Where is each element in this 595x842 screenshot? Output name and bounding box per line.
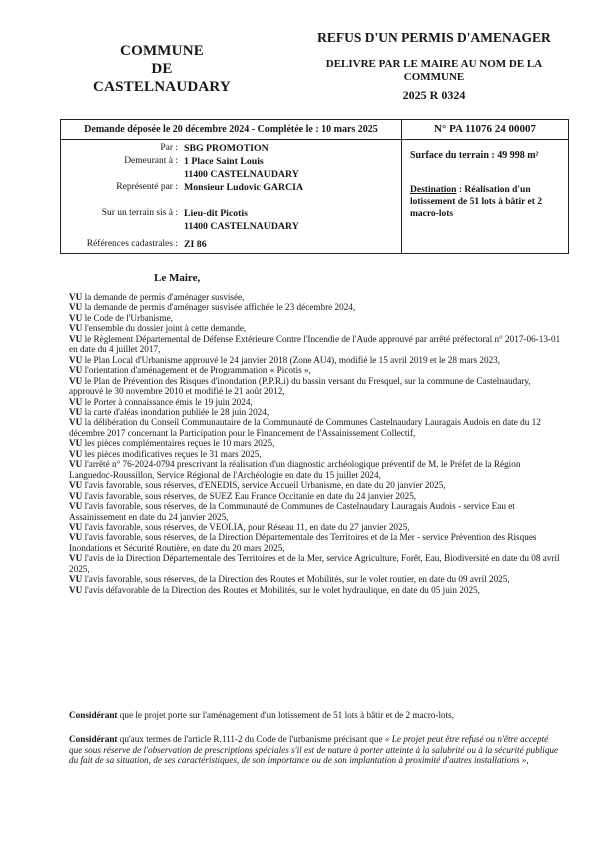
commune-line-2: DE (151, 61, 173, 77)
considerant-1-text: que le projet porte sur l'aménagement d'un lotissement de 51 lots à bâtir et de 2 macro-lots, (117, 710, 455, 720)
vu-keyword: VU (69, 521, 83, 532)
destination-value: : Réalisation d'un lotissement de 51 lots à bâtir et 2 macro-lots (410, 185, 543, 219)
vu-keyword: VU (69, 574, 83, 585)
vu-keyword: VU (69, 323, 83, 334)
permit-info-table (60, 119, 569, 254)
vu-text: les pièces complémentaires reçues le 10 mars 2025, (82, 438, 275, 449)
considerant-2-quote: « Le projet peut être refusé ou n'être accepté que sous réserve de l'observation de prescriptions spéciales s'il est de nature à porter atteinte à la salubrité ou à la sécurité publique du fait de sa situation, de ses caractéristiques, de son importance ou de son implantation à proximité d'autres installations » (69, 734, 559, 765)
vu-item (69, 323, 563, 333)
vu-text: le Plan Local d'Urbanisme approuvé le 24 janvier 2018 (Zone AU4), modifié le 15 avril 2019 et le 28 mars 2023, (82, 354, 501, 365)
vu-keyword: VU (69, 375, 83, 386)
commune-line-3: CASTELNAUDARY (93, 79, 231, 95)
vu-text: l'avis favorable, sous réserves, d'ENEDIS, service Accueil Urbanisme, en date du 20 janvier 2025, (82, 480, 446, 491)
vu-keyword: VU (69, 406, 83, 417)
document-header (300, 30, 568, 102)
vu-item (69, 459, 563, 480)
vu-keyword: VU (69, 312, 83, 323)
considerant-2-end: , (526, 755, 529, 765)
vu-item (69, 417, 563, 438)
vu-item (69, 449, 563, 459)
considerant-2-keyword: Considérant (69, 734, 118, 744)
vu-keyword: VU (69, 480, 83, 491)
references-value: ZI 86 (184, 239, 207, 250)
vu-keyword: VU (69, 396, 83, 407)
vu-keyword: VU (69, 459, 83, 470)
commune-line-1: COMMUNE (120, 43, 204, 59)
vu-item (69, 355, 563, 365)
vu-item (69, 302, 563, 312)
vu-text: les pièces modificatives reçues le 31 mars 2025, (82, 448, 262, 459)
vu-text: l'avis favorable, sous réserves, de la Direction des Routes et Mobilités, sur le volet routier, en date du 09 avril 2025, (82, 574, 510, 585)
vu-list (69, 292, 563, 595)
vu-text: le Règlement Départemental de Défense Extérieure Contre l'Incendie de l'Aude approuvé par arrêté préfectoral n° 2017-06-13-01 en date du 4 juillet 2017, (69, 333, 561, 355)
vu-item (69, 501, 563, 522)
document-title: REFUS D'UN PERMIS D'AMENAGER (317, 30, 551, 45)
vu-keyword: VU (69, 365, 83, 376)
represente-value: Monsieur Ludovic GARCIA (184, 182, 304, 193)
vu-item (69, 532, 563, 553)
vu-item (69, 376, 563, 397)
permit-number: N° PA 11076 24 00007 (402, 120, 569, 140)
document-subtitle: DELIVRE PAR LE MAIRE AU NOM DE LA COMMUNE (325, 58, 543, 83)
vu-item (69, 292, 563, 302)
considerant-2-text: qu'aux termes de l'article R.111-2 du Code de l'urbanisme précisant que (117, 734, 385, 744)
vu-text: la carte d'aléas inondation publiée le 28 juin 2024, (82, 406, 270, 417)
commune-name (62, 42, 262, 96)
vu-keyword: VU (69, 448, 83, 459)
vu-item (69, 585, 563, 595)
terrain-line-2: 11400 CASTELNAUDARY (184, 221, 299, 232)
par-label: Par : (160, 143, 178, 153)
vu-item (69, 491, 563, 501)
vu-text: la délibération du Conseil Communautaire de la Communauté de Communes Castelnaudary Lauragais Audois en date du 12 décembre 2017 concernant la Participation pour le Financement de l'Assainissement Collectif, (69, 417, 541, 438)
vu-item (69, 365, 563, 375)
terrain-details-cell (402, 140, 569, 254)
vu-item (69, 407, 563, 417)
vu-item (69, 334, 563, 355)
vu-keyword: VU (69, 553, 83, 564)
vu-text: l'avis favorable, sous réserves, de SUEZ Eau France Occitanie en date du 24 janvier 2025, (82, 490, 417, 501)
vu-text: l'ensemble du dossier joint à cette demande, (82, 323, 247, 334)
vu-text: l'avis défavorable de la Direction des Routes et Mobilités, sur le volet hydraulique, en date du 05 juin 2025, (82, 584, 480, 595)
par-value: SBG PROMOTION (184, 143, 269, 154)
references-label: Références cadastrales : (86, 239, 178, 249)
terrain-line-1: Lieu-dit Picotis (184, 208, 248, 219)
considerant-1-keyword: Considérant (69, 710, 118, 720)
applicant-cell (61, 140, 402, 254)
vu-text: l'arrêté n° 76-2024-0794 prescrivant la réalisation d'un diagnostic archéologique préventif de M. le Préfet de la Région Languedoc-Roussillon, Service Régional de l'Archéologie en date du 15 juillet 2024, (69, 459, 521, 480)
vu-keyword: VU (69, 292, 83, 302)
considerant-2 (69, 734, 563, 766)
vu-item (69, 522, 563, 532)
destination (410, 184, 560, 220)
surface-terrain: Surface du terrain : 49 998 m² (410, 150, 539, 161)
represente-label: Représenté par : (116, 182, 178, 192)
vu-text: le Plan de Prévention des Risques d'inondation (P.P.R.i) du bassin versant du Fresquel, sur la commune de Castelnaudary, approuvé le 30 novembre 2010 et modifié le 21 août 2012, (69, 375, 531, 397)
vu-item (69, 480, 563, 490)
vu-keyword: VU (69, 438, 83, 449)
le-maire-heading: Le Maire, (154, 272, 201, 284)
vu-text: l'avis favorable, sous réserves, de la Communauté de Communes de Castelnaudary Lauragais Audois - service Eau et Assainissement en date du 24 janvier 2025, (69, 501, 515, 522)
vu-keyword: VU (69, 501, 83, 512)
vu-text: l'avis favorable, sous réserves, de VEOLIA, pour Réseau 11, en date du 27 janvier 2025, (82, 521, 410, 532)
considerant-1 (69, 710, 563, 721)
vu-item (69, 438, 563, 448)
demeurant-line-2: 11400 CASTELNAUDARY (184, 169, 299, 180)
vu-keyword: VU (69, 584, 83, 595)
demande-cell: Demande déposée le 20 décembre 2024 - Complétée le : 10 mars 2025 (61, 120, 402, 140)
vu-text: la demande de permis d'aménager susvisée affichée le 23 décembre 2024, (82, 302, 356, 313)
vu-keyword: VU (69, 490, 83, 501)
vu-keyword: VU (69, 333, 83, 344)
arrete-number: 2025 R 0324 (402, 88, 466, 102)
demeurant-label: Demeurant à : (124, 156, 178, 166)
vu-keyword: VU (69, 302, 83, 313)
vu-keyword: VU (69, 417, 83, 428)
vu-text: le Porter à connaissance émis le 19 juin 2024, (82, 396, 253, 407)
destination-label: Destination (410, 185, 457, 195)
vu-item (69, 553, 563, 574)
vu-text: la demande de permis d'aménager susvisée, (82, 292, 245, 302)
vu-keyword: VU (69, 532, 83, 543)
vu-text: l'orientation d'aménagement et de Programmation « Picotis », (82, 365, 311, 376)
vu-text: le Code de l'Urbanisme, (82, 312, 173, 323)
vu-item (69, 397, 563, 407)
terrain-label: Sur un terrain sis à : (101, 208, 178, 218)
demeurant-line-1: 1 Place Saint Louis (184, 156, 264, 167)
vu-item (69, 574, 563, 584)
vu-text: l'avis favorable, sous réserves, de la Direction Départementale des Territoires et de la Mer - service Prévention des Risques Inondations et Sécurité Routière, en date du 20 mars 2025, (69, 532, 537, 553)
vu-keyword: VU (69, 354, 83, 365)
vu-item (69, 313, 563, 323)
vu-text: l'avis de la Direction Départementale des Territoires et de la Mer, service Agriculture, Forêt, Eau, Biodiversité en date du 08 avril 2025, (69, 553, 560, 574)
